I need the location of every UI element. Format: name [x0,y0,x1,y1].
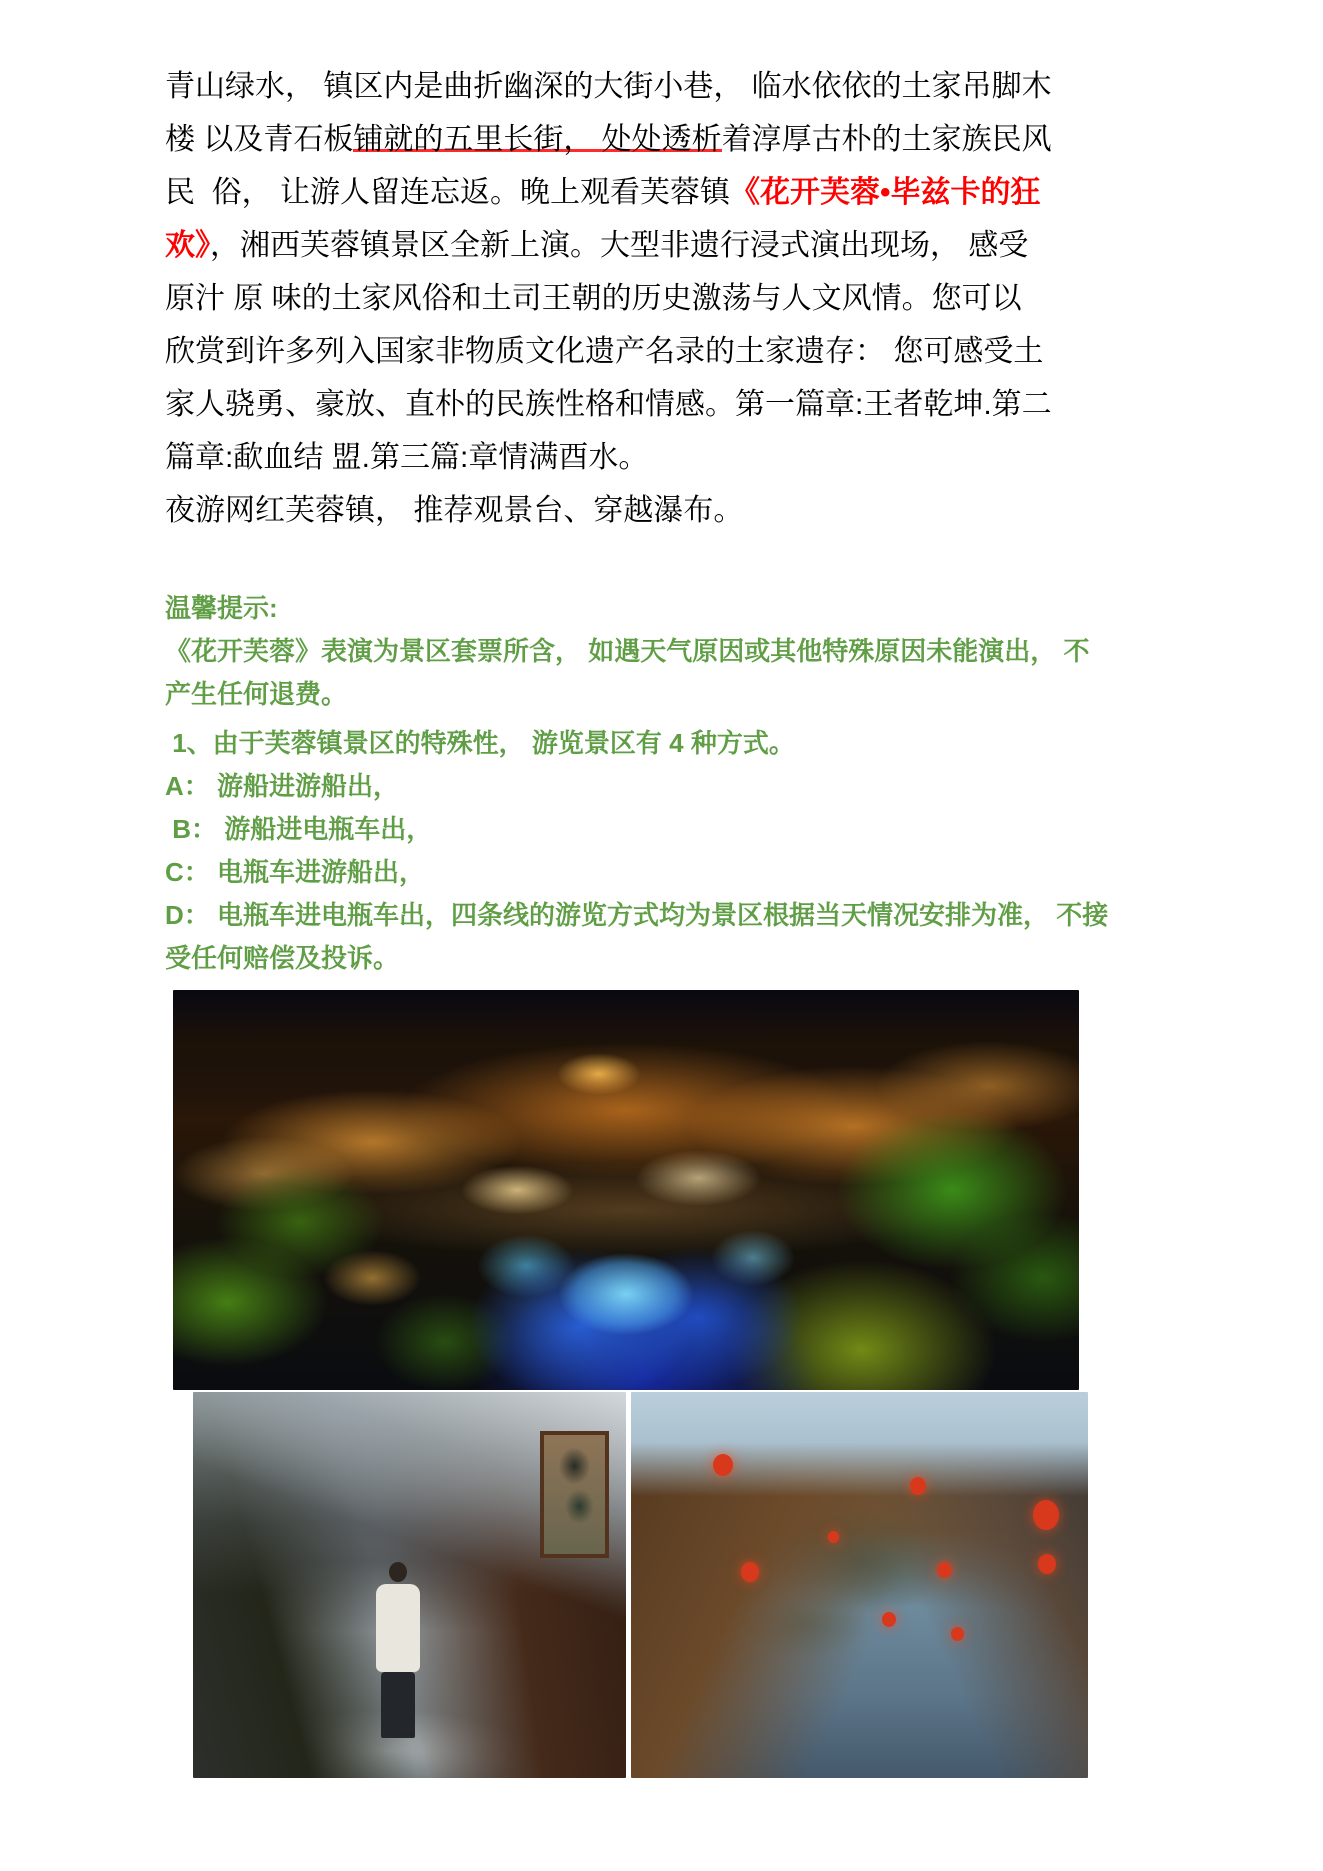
photo-row [193,1392,1170,1778]
pedestrian-head [389,1562,407,1582]
red-lantern [713,1454,733,1476]
intro-line-3-plain: 民 俗， 让游人留连忘返。晚上观看芙蓉镇 [165,176,731,209]
tips-title: 温馨提示: [165,593,278,623]
tips-option-b: B： 游船进电瓶车出， [165,814,433,844]
night-town-waterfall-photo [173,990,1079,1390]
lantern-street-photo [631,1392,1088,1778]
intro-line-7: 家人骁勇、豪放、直朴的民族性格和情感。第一篇章:王者乾坤.第二 [165,388,1052,421]
tips-refund-line-1: 《花开芙蓉》表演为景区套票所含， 如遇天气原因或其他特殊原因未能演出， 不 [165,636,1090,666]
intro-line-8: 篇章:歃血结 盟.第三篇:章情满酉水。 [165,441,649,474]
intro-line-4 [165,219,1170,272]
tips-section [165,587,1170,980]
tips-refund-line-2: 产生任何退费。 [165,679,348,709]
red-lantern [1038,1554,1056,1574]
intro-paragraph [165,60,1170,484]
red-lantern [1033,1500,1059,1530]
rainy-old-street-photo [193,1392,626,1778]
intro-line-1: 青山绿水， 镇区内是曲折幽深的大街小巷， 临水依依的土家吊脚木 [165,70,1052,103]
tips-visit-ways: 1、由于芙蓉镇景区的特殊性， 游览景区有 4 种方式。 [165,728,795,758]
tips-option-d-line-2: 受任何赔偿及投诉。 [165,943,400,973]
pedestrian-legs [381,1672,415,1738]
intro-line-6: 欣赏到许多列入国家非物质文化遗产名录的土家遗存： 您可感受土 [165,335,1044,368]
show-title-red-text: 《花开芙蓉•毕兹卡的狂 [730,176,1041,209]
intro-line-2-plain: 楼 以及青石板 [165,123,354,156]
tips-option-d-line-1: D： 电瓶车进电瓶车出，四条线的游览方式均为景区根据当天情况安排为准， 不接 [165,900,1109,930]
pedestrian-torso [376,1584,420,1672]
red-lantern [828,1531,839,1543]
pedestrian-figure [375,1562,421,1740]
red-lantern [910,1477,926,1495]
wall-poster [540,1431,609,1559]
tips-option-c: C： 电瓶车进游船出， [165,857,426,887]
night-tour-paragraph: 夜游网红芙蓉镇， 推荐观景台、穿越瀑布。 [165,494,744,527]
intro-line-5: 原汁 原 味的土家风俗和土司王朝的历史激荡与人文风情。您可以 [165,282,1022,315]
red-lantern [951,1627,964,1641]
tips-option-a: A： 游船进游船出， [165,771,400,801]
intro-line-2-tail: 着淳厚古朴的土家族民风 [721,123,1052,156]
red-lantern [882,1612,896,1627]
intro-line-3 [165,166,1170,219]
red-lantern [741,1562,759,1582]
red-underlined-text: 铺就的五里长街， 处处透析 [353,123,722,156]
document-content [165,60,1170,1778]
intro-line-2 [165,113,1170,166]
show-title-red-text-cont: 欢》 [165,229,210,262]
red-lantern [937,1562,952,1578]
intro-line-4-plain: ，湘西芙蓉镇景区全新上演。大型非遗行浸式演出现场， 感受 [210,229,1029,262]
